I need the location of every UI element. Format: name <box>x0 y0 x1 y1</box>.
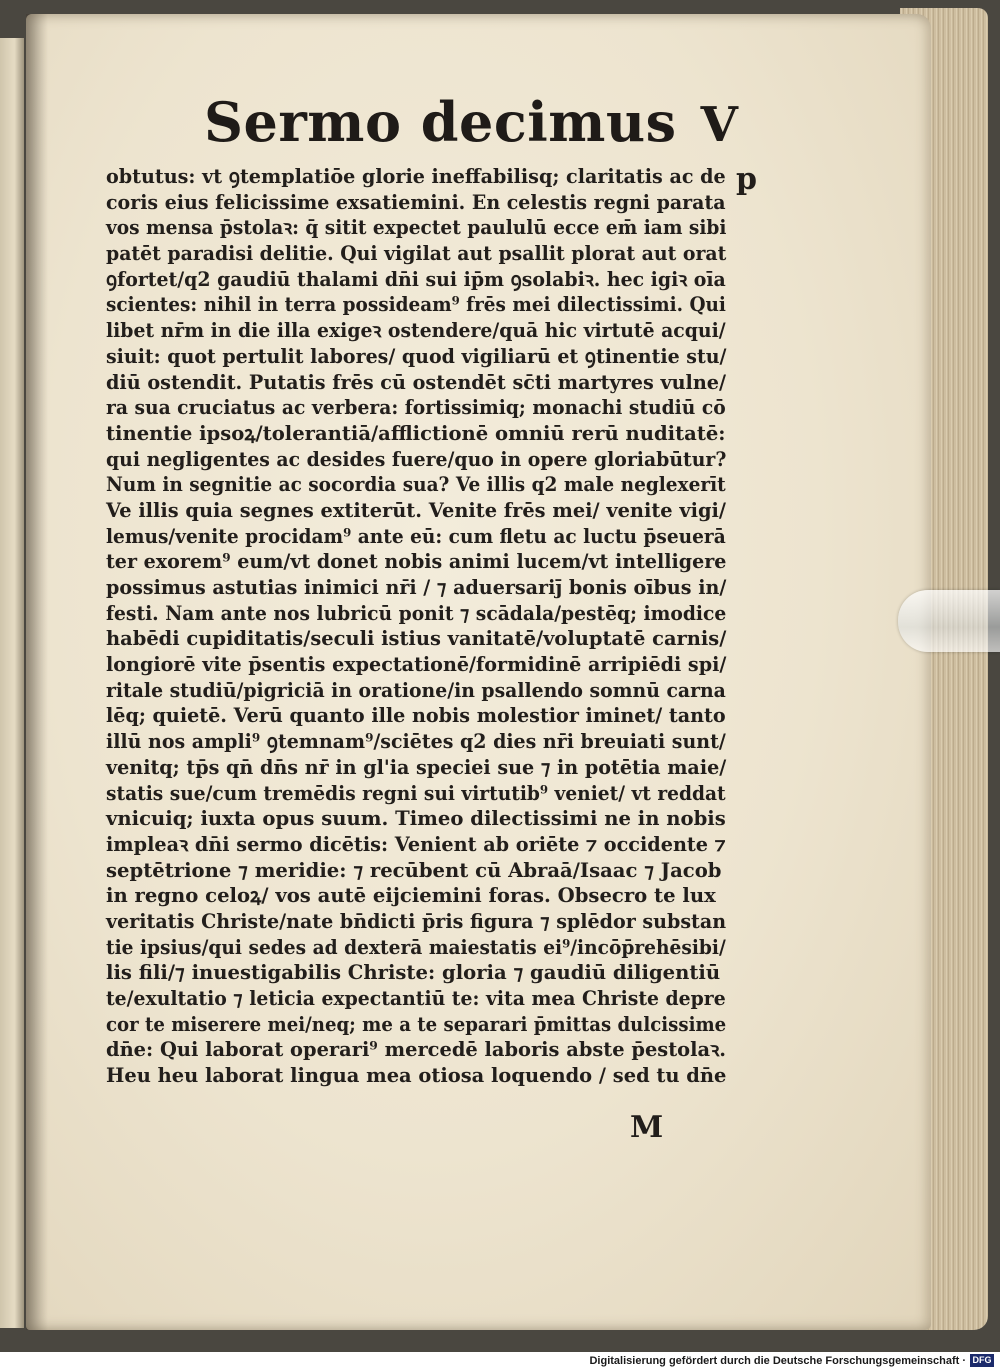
text-line: obtutus: vt ꝯtemplatiōe glorie ineffabilisq; claritatis ac de <box>106 165 726 188</box>
text-line: ra sua cruciatus ac verbera: fortissimiq; monachi studiū cō <box>106 396 726 420</box>
text-line: vnicuiq; iuxta opus suum. Timeo dilectissimi ne in nobis <box>106 807 726 831</box>
text-line: ꝯfortet/q2 gaudiū thalami dn̄i sui ip̄m ꝯsolabiꝛ. hec igiꝛ oīa <box>106 267 726 291</box>
text-line: impleaꝛ dn̄i sermo dicētis: Venient ab oriēte ⁊ occidente ⁊ <box>106 832 726 856</box>
marginal-mark: p <box>736 162 757 197</box>
text-line: Num in segnitie ac socordia sua? Ve illis q2 male neglexerīt <box>106 473 726 497</box>
gutter-shadow <box>26 14 48 1330</box>
text-line: lemus/venite procidam⁹ ante eū: cum fletu ac luctu p̄seuerā <box>106 524 726 548</box>
text-line: te/exultatio ⁊ leticia expectantiū te: vita mea Christe depre <box>106 987 726 1010</box>
text-line: longiorē vite p̄sentis expectationē/formidinē arripiēdi spi/ <box>106 653 727 677</box>
text-line: Heu heu laborat lingua mea otiosa loquendo / sed tu dn̄e <box>106 1064 727 1088</box>
text-line: Ve illis quia segnes extiterūt. Venite frēs mei/ venite vigi/ <box>106 498 726 522</box>
catchword: M <box>630 1110 664 1145</box>
text-line: vos mensa p̄stolaꝛ: q̄ sitit expectet paululū ecce em̄ iam sibi <box>106 216 727 240</box>
left-page-edge <box>0 38 24 1328</box>
text-line: in regno celoꝝ/ vos autē eijciemini foras. Obsecro te lux <box>106 884 716 908</box>
text-line: coris eius felicissime exsatiemini. En celestis regni parata <box>106 190 726 214</box>
text-line: venitq; tp̄s qn̄ dn̄s nr̄ in gl'ia speciei sue ⁊ in potētia maie/ <box>106 755 727 779</box>
text-line: tie ipsius/qui sedes ad dexterā maiestatis ei⁹/incōp̄rehēsibi/ <box>106 935 726 959</box>
header-title: Sermo decimus <box>204 90 677 154</box>
text-line: lis fili/⁊ inuestigabilis Christe: gloria ⁊ gaudiū diligentiū <box>106 961 721 985</box>
text-line: illū nos ampli⁹ ꝯtemnam⁹/sciētes q2 dies nr̄i breuiati sunt/ <box>106 730 726 754</box>
body-text <box>106 164 726 1089</box>
folio-number: V <box>700 97 739 153</box>
text-line: septētrione ⁊ meridie: ⁊ recūbent cū Abraā/Isaac ⁊ Jacob <box>106 858 722 882</box>
text-line: statis sue/cum tremēdis regni sui virtutib⁹ veniet/ vt reddat <box>106 781 726 805</box>
text-line: libet nr̄m in die illa exigeꝛ ostendere/quā hic virtutē acqui/ <box>106 319 726 343</box>
text-line: tinentie ipsoꝝ/tolerantiā/afflictionē omniū rerū nuditatē: <box>106 421 726 445</box>
text-line: cor te miserere mei/neq; me a te separari p̄mittas dulcissime <box>106 1012 727 1036</box>
text-line: patēt paradisi delitie. Qui vigilat aut psallit plorat aut orat <box>106 242 727 266</box>
text-line: possimus astutias inimici nr̄i / ⁊ aduersariȷ̄ bonis oībus in/ <box>106 576 727 599</box>
dfg-logo: DFG <box>970 1354 994 1367</box>
running-header <box>204 92 738 155</box>
text-line: ritale studiū/pigriciā in oratione/in psallendo somnū carna <box>106 678 726 702</box>
text-line: ter exorem⁹ eum/vt donet nobis animi lucem/vt intelligere <box>106 550 727 574</box>
text-line: siuit: quot pertulit labores/ quod vigiliarū et ꝯtinentie stu/ <box>106 344 727 368</box>
text-line: scientes: nihil in terra possideam⁹ frēs mei dilectissimi. Qui <box>106 293 726 317</box>
text-line: habēdi cupiditatis/seculi istius vanitatē/voluptatē carnis/ <box>106 627 727 651</box>
text-line: diū ostendit. Putatis frēs cū ostendēt sc̄ti martyres vulne/ <box>106 370 727 394</box>
text-line: festi. Nam ante nos lubricū ponit ⁊ scādala/pestēq; imodice <box>106 601 727 625</box>
text-line: lēq; quietē. Verū quanto ille nobis molestior iminet/ tanto <box>106 704 726 728</box>
text-line: veritatis Christe/nate bn̄dicti p̄ris figura ⁊ splēdor substan <box>106 909 727 933</box>
bookmark-strip <box>898 590 1000 652</box>
text-line: qui negligentes ac desides fuere/quo in opere gloriabūtur? <box>106 447 727 471</box>
footer-credit: Digitalisierung gefördert durch die Deutsche Forschungsgemeinschaft · <box>589 1355 966 1367</box>
text-line: dn̄e: Qui laborat operari⁹ mercedē laboris abste p̄estolaꝛ. <box>106 1038 727 1062</box>
